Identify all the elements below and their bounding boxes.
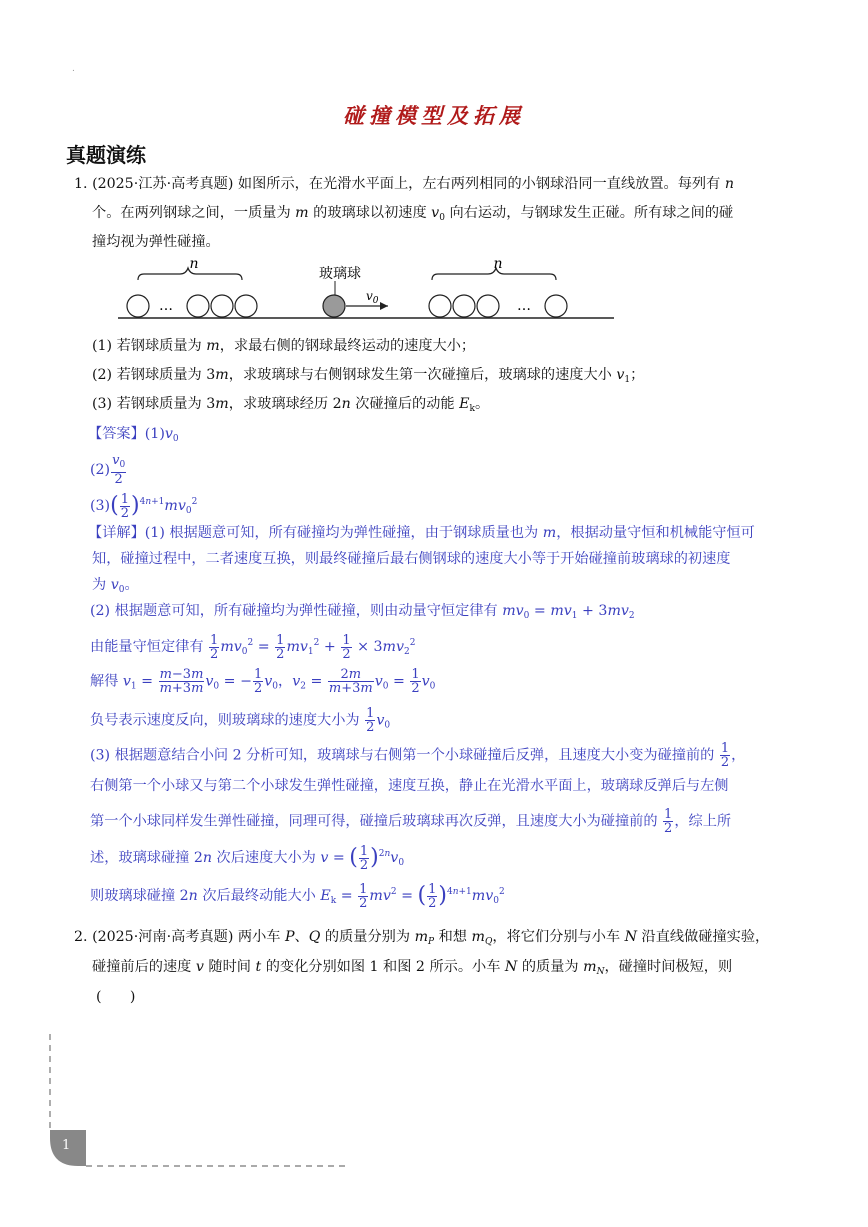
q1-sub2: (2) 若钢球质量为 3m，求玻璃球与右侧钢球发生第一次碰撞后，玻璃球的速度大小 $v_1$； — [92, 367, 645, 385]
page-title: 碰撞模型及拓展 — [343, 103, 525, 128]
right-n-label: n — [493, 258, 503, 272]
q1-detail-2-line1: (2) 根据题意可知，所有碰撞均为弹性碰撞，则由动量守恒定律有 $mv_0 = mv_1 + 3mv_2$ — [90, 603, 635, 621]
q1-stem-line1: 1. (2025·江苏·高考真题) 如图所示，在光滑水平面上，左右两列相同的小钢球沿同一直线放置。每列有 n — [74, 176, 734, 192]
q1-detail-2-line3: 解得 $v_1$ = $\frac{m-3m}{m+3m}$ $v_0$ = − $\frac{1}{2}$ $v_0$，$v_2$ = $\frac{2m}{m+3m}$ $v_0$ = $\frac{1}{2}$ $v_0$ — [90, 667, 436, 696]
glass-ball-label: 玻璃球 — [319, 266, 361, 282]
q1-detail-2-line2: 由能量守恒定律有 $\frac{1}{2}$ $mv_0^2$ = $\frac{1}{2}$ $mv_1^2$ + $\frac{1}{2}$ × $3mv_2^2$ — [90, 632, 416, 662]
q1-answer-2: (2) $\frac{v_0}{2}$ — [90, 453, 126, 487]
q2-line1: 2. (2025·河南·高考真题) 两小车 P、Q 的质量分别为 $m_P$ 和想 $m_Q$，将它们分别与小车 N 沿直线做碰撞实验， — [74, 929, 770, 947]
right-ellipsis: … — [517, 298, 531, 314]
q1-detail-3-line2: 右侧第一个小球又与第二个小球发生弹性碰撞，速度互换，静止在光滑水平面上，玻璃球反弹后与左侧 — [90, 778, 729, 794]
q1-detail-1-line1: 【详解】(1) 根据题意可知，所有碰撞均为弹性碰撞，由于钢球质量也为 m，根据动量守恒和机械能守恒可 — [88, 525, 755, 541]
left-ellipsis: … — [159, 298, 173, 314]
q1-figure — [118, 258, 618, 326]
velocity-arrowhead — [380, 302, 388, 310]
left-ball — [127, 295, 149, 317]
q1-detail-3-line3: 第一个小球同样发生弹性碰撞，同理可得，碰撞后玻璃球再次反弹，且速度大小为碰撞前的 $\frac{1}{2}$ ，综上所 — [90, 807, 732, 836]
q1-detail-2-line4: 负号表示速度反向，则玻璃球的速度大小为 $\frac{1}{2}$ $v_0$ — [90, 706, 391, 735]
section-heading: 真题演练 — [66, 143, 146, 167]
left-ball — [235, 295, 257, 317]
left-ball — [211, 295, 233, 317]
q1-answer-3: (3)( $\frac{1}{2}$ )$^{4n+1}mv_0^2$ — [90, 491, 198, 521]
right-ball — [429, 295, 451, 317]
q1-sub3: (3) 若钢球质量为 3m，求玻璃球经历 2n 次碰撞后的动能 $E_k$。 — [92, 396, 490, 414]
q1-detail-3-line4: 述，玻璃球碰撞 2n 次后速度大小为 v = ( $\frac{1}{2}$ )$^{2n}v_0$ — [90, 843, 405, 873]
q1-detail-3-line5: 则玻璃球碰撞 2n 次后最终动能大小 $E_k$ = $\frac{1}{2}$ $mv^2$ = ( $\frac{1}{2}$ )$^{4n+1}mv_0^2$ — [90, 881, 505, 911]
right-ball — [477, 295, 499, 317]
q1-answer-1: 【答案】$(1)v_0$ — [88, 426, 179, 444]
page-corner-decoration — [44, 1030, 354, 1180]
q1-stem-line3: 撞均视为弹性碰撞。 — [92, 234, 220, 250]
header-dot: . — [72, 64, 75, 74]
glass-ball — [323, 295, 345, 317]
right-ball — [453, 295, 475, 317]
right-ball — [545, 295, 567, 317]
velocity-label: $v_0$ — [366, 289, 379, 306]
q1-detail-3-line1: (3) 根据题意结合小问 2 分析可知，玻璃球与右侧第一个小球碰撞后反弹，且速度大小变为碰撞前的 $\frac{1}{2}$ ， — [90, 741, 746, 770]
q1-sub1: (1) 若钢球质量为 m，求最右侧的钢球最终运动的速度大小； — [92, 338, 476, 354]
q1-detail-1-line2: 知，碰撞过程中，二者速度互换，则最终碰撞后最右侧钢球的速度大小等于开始碰撞前玻璃球的初速度 — [92, 551, 731, 567]
left-n-label: n — [189, 258, 199, 272]
q2-line2: 碰撞前后的速度 v 随时间 t 的变化分别如图 1 和图 2 所示。小车 N 的质量为 $m_N$，碰撞时间极短，则 — [92, 959, 733, 977]
q2-line3: ( ) — [96, 989, 136, 1005]
page-number: 1 — [62, 1138, 71, 1153]
left-ball — [187, 295, 209, 317]
q1-stem-line2: 个。在两列钢球之间，一质量为 m 的玻璃球以初速度 $v_0$ 向右运动，与钢球发生正碰。所有球之间的碰 — [92, 205, 734, 223]
q1-detail-1-line3: 为 $v_0$。 — [92, 577, 139, 595]
